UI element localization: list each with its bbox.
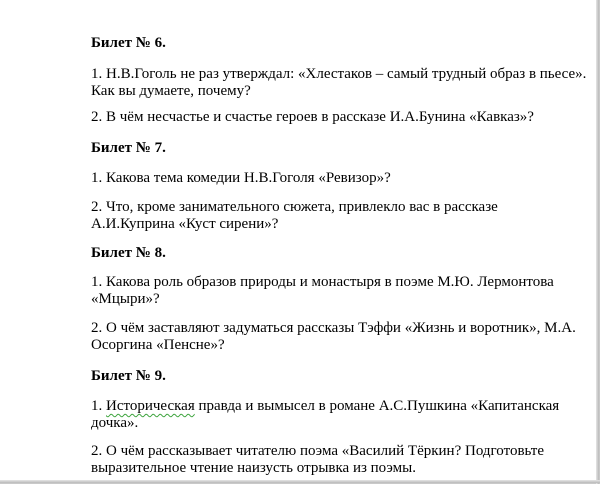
spellcheck-marked-word: Историческая [106, 398, 195, 414]
ticket-8-q2-line2: Осоргина «Пенсне»? [91, 337, 225, 353]
ticket-9-q1-line2: дочка». [91, 415, 139, 431]
ticket-9-title: Билет № 9. [91, 368, 166, 384]
ticket-7-title: Билет № 7. [91, 140, 166, 156]
ticket-6-q1-line1: 1. Н.В.Гоголь не раз утверждал: «Хлестаков – самый трудный образ в пьесе». [91, 66, 587, 82]
ticket-6-title: Билет № 6. [91, 35, 166, 51]
ticket-8-q1-line2: «Мцыри»? [91, 291, 160, 307]
ticket-7-q1-line1: 1. Какова тема комедии Н.В.Гоголя «Ревизор»? [91, 170, 391, 186]
ticket-9-q2-line1: 2. О чём рассказывает читателю поэма «Василий Тёркин? Подготовьте [91, 443, 545, 459]
ticket-8-q1-line1: 1. Какова роль образов природы и монастыря в поэме М.Ю. Лермонтова [91, 274, 554, 290]
ticket-8-title: Билет № 8. [91, 245, 166, 261]
ticket-7-q2-line2: А.И.Куприна «Куст сирени»? [91, 216, 279, 232]
ticket-6-q2-line1: 2. В чём несчастье и счастье героев в рассказе И.А.Бунина «Кавказ»? [91, 109, 534, 125]
ticket-9-q1-rest: правда и вымысел в романе А.С.Пушкина «Капитанская [194, 398, 560, 414]
ticket-9-q1-line1 [91, 398, 559, 415]
ticket-8-q2-line1: 2. О чём заставляют задуматься рассказы Тэффи «Жизнь и воротник», М.А. [91, 320, 576, 336]
page-shadow-bottom [0, 480, 600, 483]
ticket-7-q2-line1: 2. Что, кроме занимательного сюжета, привлекло вас в рассказе [91, 199, 498, 215]
page-shadow-right [596, 0, 599, 484]
ticket-9-q1-prefix: 1. [91, 398, 106, 414]
ticket-6-q1-line2: Как вы думаете, почему? [91, 83, 251, 99]
ticket-9-q2-line2: выразительное чтение наизусть отрывка из поэмы. [91, 460, 416, 476]
